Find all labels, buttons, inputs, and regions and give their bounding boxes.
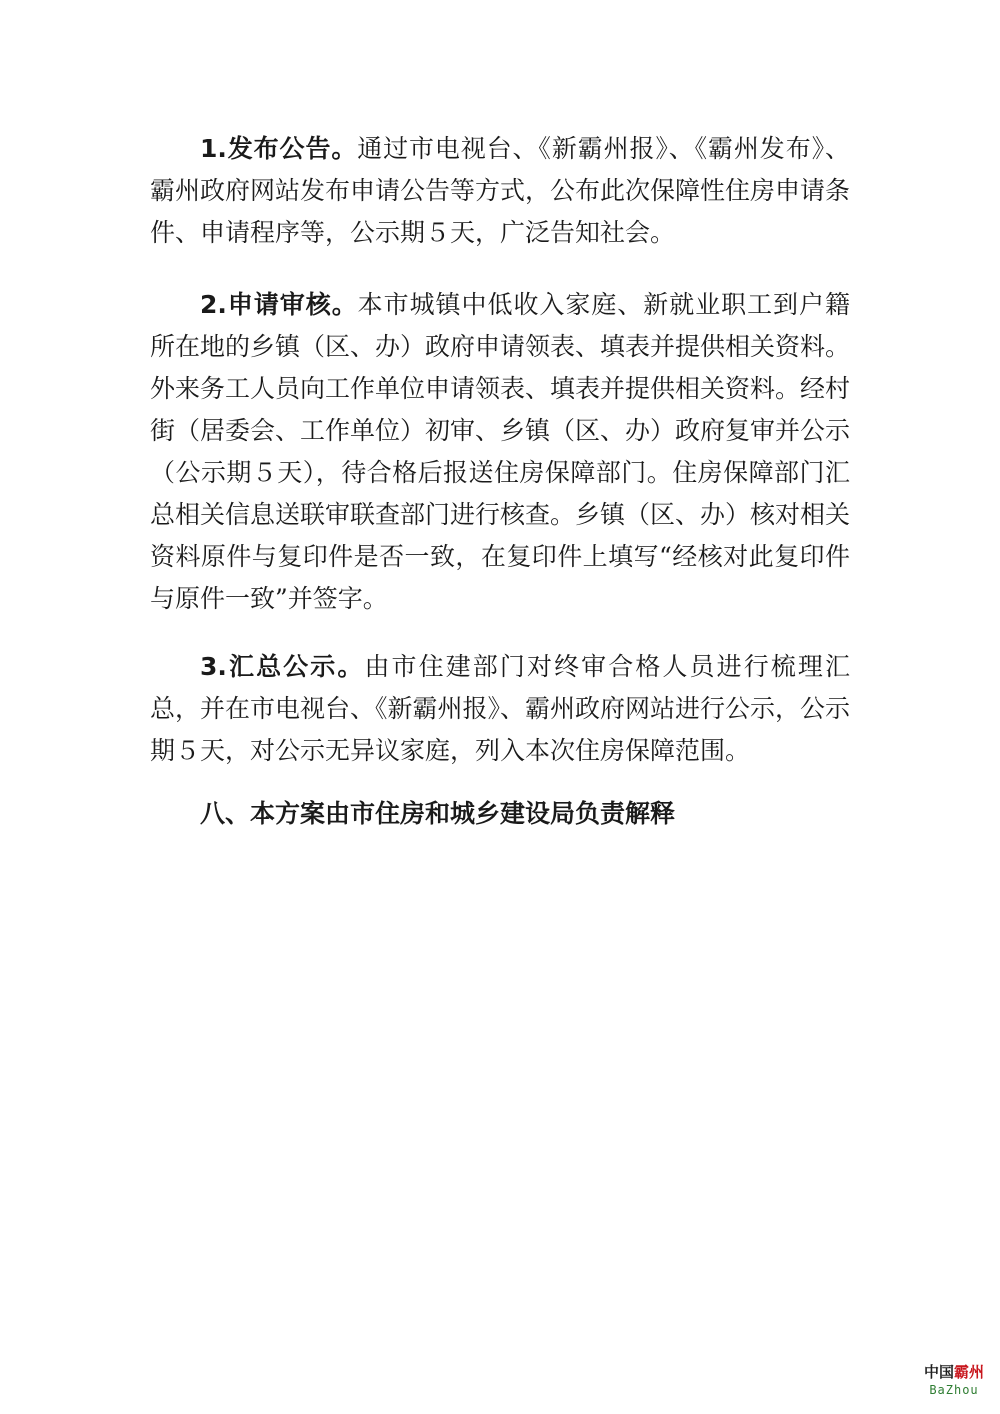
section-body: 通过市电视台、《新霸州报》、《霸州发布》、霸州政府网站发布申请公告等方式，公布此次保障性住房申请条件、申请程序等，公示期５天，广泛告知社会。 [150,134,851,247]
watermark-subtitle: BaZhou [929,1383,979,1397]
watermark-title-a: 中国 [923,1363,954,1381]
section-lead: 3.汇总公示。 [200,652,365,681]
section-heading-interpretation: 八、本方案由市住房和城乡建设局负责解释 [200,799,676,828]
watermark-title [918,1362,990,1382]
section-body: 本市城镇中低收入家庭、新就业职工到户籍所在地的乡镇（区、办）政府申请领表、填表并提供相关资料。外来务工人员向工作单位申请领表、填表并提供相关资料。经村街（居委会、工作单位）初审、乡镇（区、办）政府复审并公示（公示期５天），待合格后报送住房保障部门。住房保障部门汇总相关信息送联审联查部门进行核查。乡镇（区、办）核对相关资料原件与复印件是否一致，在复印件上填写“经核对此复印件与原件一致”并签字。 [150,290,851,613]
section-lead: 1.发布公告。 [200,134,358,163]
section-summary-publicity [150,646,850,772]
section-lead: 2.申请审核。 [200,290,358,319]
watermark-logo [918,1362,990,1406]
watermark-title-b: 霸州 [954,1363,985,1381]
section-body: 由市住建部门对终审合格人员进行梳理汇总，并在市电视台、《新霸州报》、霸州政府网站进行公示，公示期５天，对公示无异议家庭，列入本次住房保障范围。 [150,652,851,765]
section-application-review [150,284,850,620]
section-publish-notice [150,128,850,254]
